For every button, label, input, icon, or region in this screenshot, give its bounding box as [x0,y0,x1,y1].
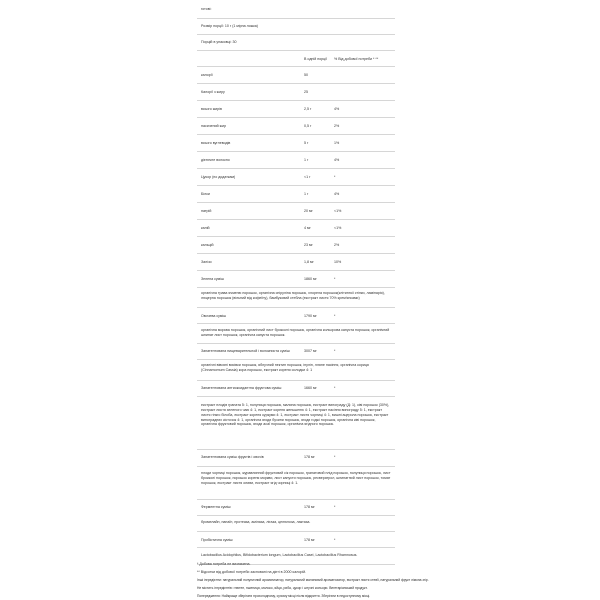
antiox-desc: екстракт плодів граната 5: 1, полуниця порошок, малина порошок, екстракт винограду (Д: 1), ківі порошок (30%), екстракт листя зеленого чаю 4: 1, екстракт кореня женьшеню 4: 1, екстракт насіння винограду 5: 1, екстракт листя гінкго білоба, екстракт кореня куркуми 4: 1, екстракт листя чорниці 4: 1, вишні ацерола порошок, екстракт виноградних кісточок 4: 1, органічна ягоди бузини порошок, ягоди годжі порошок, органічна ківі порошок, органічна фруктовий порошок, ягоди асаї порошок, органічна ягідного порошок. [201,403,390,427]
column-header-row [197,51,395,67]
nutrient-amount: 1 г [304,158,309,162]
product-info [197,578,577,600]
nutrient-amount: <1 г [304,175,311,179]
footnote-daily-value-not-established: * Добова потреба не визначена. [197,562,251,566]
nutrient-dv: 4% [334,192,340,196]
servings-per-container: Порцій в упаковці: 30 [201,40,237,44]
nutrient-name: Ферментна суміш [201,505,231,509]
digest-row [197,344,395,360]
digest-desc-row [197,360,395,381]
nutrient-amount: 5 г [304,141,309,145]
nutrient-dv: 4% [334,107,340,111]
nutrient-dv: * [334,538,336,542]
nutrient-dv: * [334,277,336,281]
nutrient-dv: * [334,175,336,179]
nutrient-dv: 1% [334,141,340,145]
nutrient-dv: <1% [334,226,342,230]
nutrient-name: калій [201,226,210,230]
nutrient-amount: 25 [304,90,308,94]
nutrient-dv: * [334,386,336,390]
facts-title: готові: [201,7,212,11]
nutrient-name: Зелена суміш [201,277,224,281]
fruit-desc: плоди чорниці порошок, журавлинний фруктовий сік порошок, гранатовий плід порошок, полуниця порошок, лист брокколі порошок, порошок кореня моркви, лист капусти порошок, ресвератрол, шпинатний лист порошок, томат порошок, екстракт листя оливи, екстракт ягід чорниці 4: 1. [201,471,391,485]
nutrient-name: Залізо [201,260,212,264]
nutrient-amount: 1,8 мг [304,260,314,264]
nutrient-name: натрій [201,209,212,213]
nutrient-amount: 178 мг [304,455,315,459]
nutrient-name: Запатентована пищеварительной і волокниста суміш [201,349,290,353]
nutrient-name: всього жирів [201,107,222,111]
antiox-row [197,381,395,397]
nutrient-amount: 23 мг [304,243,313,247]
nutrient-amount: 2,5 г [304,107,312,111]
probiotic-row [197,532,395,548]
nutrient-name: насичений жир [201,124,227,128]
probiotic-desc: Lactobacillus Acidophilus, Bifidobacterium longum, Lactobacillus Casei, Lactobacillus Rhamnosus. [201,553,358,557]
facts-title-row [197,3,395,19]
enzyme-row [197,500,395,516]
vegetable-desc: органічна морква порошок, органічний лист брокколі порошок, органічна кольорова капуста порошок, органічний шпинат лист порошок, органічна капуста порошок. [201,328,390,337]
nutrient-row [197,169,395,186]
col-daily-value: % Від добової потреби * ** [334,57,379,61]
nutrient-dv: <1% [334,209,342,213]
nutrient-row [197,271,395,288]
nutrient-dv: * [334,349,336,353]
warning-statement: Попередження: Найкраще зберігати прохолодному, сухому місці після відкриття. Зберігати в недоступному місці. [197,593,371,598]
green-mix-desc: органічна трава ячменю порошок, органічна спіруліна порошок, хлорела порошок(клітинної стінки, ламінарія), люцерна порошок (вільний від кофеїну), бамбуковий стебла (екстракт листя 70% крем'янками) [201,291,385,300]
supplement-facts-table [197,3,395,565]
nutrient-name: Овочева суміш [201,314,227,318]
free-from-statement: Не містить інгредієнтів: глютен, пшениця, молоко, яйця, риба, цукор і штучні кольори. Вегетаріанський продукт. [197,585,368,590]
nutrient-name: Білки [201,192,210,196]
green-mix-desc-row [197,288,395,308]
col-per-serving: В одній порції [304,57,327,61]
nutrient-amount: 3007 мг [304,349,317,353]
nutrient-amount: 178 мг [304,505,315,509]
nutrient-dv: * [334,314,336,318]
nutrient-dv: 4% [334,158,340,162]
nutrient-row [197,186,395,203]
nutrient-dv: * [334,455,336,459]
nutrient-name: дієтичне волокно [201,158,230,162]
nutrient-name: Цукор (по додаткам) [201,175,236,179]
nutrient-dv: * [334,505,336,509]
vegetable-row [197,308,395,324]
servings-per-container-row [197,35,395,51]
nutrient-row [197,101,395,118]
nutrient-amount: 50 [304,73,308,77]
nutrient-name: Запатентована суміш фруктів і овочів [201,455,264,459]
nutrient-name: кальцій [201,243,214,247]
nutrient-row [197,67,395,84]
nutrient-dv: 2% [334,243,340,247]
nutrient-row [197,118,395,135]
enzyme-desc: бромелайн, папаїн, протеаза, амілаза, лігаза, целюлоза, лактаза. [201,520,311,524]
nutrient-amount: 20 мг [304,209,313,213]
nutrient-amount: 178 мг [304,538,315,542]
footnote-2000-calories: ** Відсотки від добової потреби засновані на дієті в 2000 калорій. [197,569,307,574]
serving-size: Розмір порції: 10 г (1 мірна ложка) [201,24,259,28]
nutrient-name: Калорії з жиру [201,90,225,94]
nutrient-row [197,237,395,254]
nutrient-name: всього вуглеводів [201,141,231,145]
enzyme-desc-row [197,516,395,532]
nutrient-row [197,203,395,220]
other-ingredients: Інші інгредієнти: натуральний полуничний ароматизатор, натуральний малиновий ароматизатор, екстракт листя стевії, натуральний фрукт лімона згір. [197,578,429,582]
nutrient-row [197,135,395,152]
nutrient-amount: 1790 мг [304,314,317,318]
nutrient-row [197,152,395,169]
nutrient-row [197,254,395,271]
nutrient-rows [197,67,395,288]
nutrient-name: Пробіотична суміш [201,538,233,542]
nutrient-name: Запатентована антиоксидантна фруктова суміш [201,386,282,390]
nutrient-name: калорії [201,73,213,77]
footnotes [197,562,395,578]
serving-size-row [197,19,395,35]
nutrient-dv: 2% [334,124,340,128]
fruit-row [197,450,395,467]
nutrient-row [197,220,395,237]
nutrient-amount: 1 г [304,192,309,196]
nutrient-amount: 1660 мг [304,386,317,390]
antiox-desc-row [197,397,395,450]
nutrient-amount: 1860 мг [304,277,317,281]
digest-desc: органічні вівсяні висівки порошок, яблучний пектин порошок, інулін, лляне насіння, органічна кориця (Cinnamomum Cassia) кора порошок, екстракт кореня солодки 4: 1 [201,363,369,372]
fruit-desc-row [197,467,395,500]
nutrient-row [197,84,395,101]
nutrient-dv: 10% [334,260,342,264]
vegetable-desc-row [197,324,395,344]
nutrient-amount: 4 мг [304,226,311,230]
nutrient-amount: 0,5 г [304,124,312,128]
